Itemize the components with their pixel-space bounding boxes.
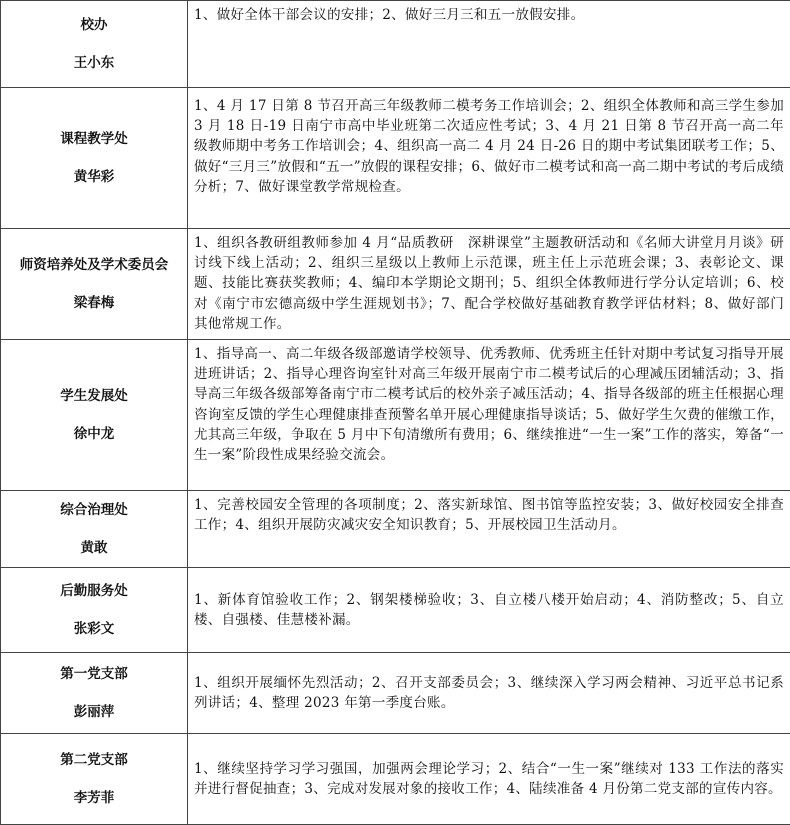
table-row — [1, 568, 790, 653]
content-cell — [188, 340, 790, 491]
content-cell — [188, 568, 790, 653]
table-row — [1, 340, 790, 491]
content-cell — [188, 88, 790, 229]
work-content: 1、4 月 17 日第 8 节召开高三年级教师二模考务工作培训会；2、组织全体教师和高三学生参加 3 月 18 日-19 日南宁市高中毕业班第二次适应性考试；3、4 月 21 日第 8 节召开高一高二年级教师期中考务工作培训会；4、组织高一高二 4 月 24 日-26 日的期中考试集团联考工作；5、做好“三月三”放假和“五一”放假的课程安排；6、做好市二模考试和高一高二期中考试的考后成绩分析；7、做好课堂教学常规检查。 — [188, 88, 790, 201]
department-name: 综合治理处 — [1, 501, 187, 519]
responsible-person: 徐中龙 — [1, 425, 187, 443]
responsible-person: 王小东 — [1, 54, 187, 72]
department-cell — [1, 653, 188, 734]
department-name: 后勤服务处 — [1, 582, 187, 600]
department-cell — [1, 340, 188, 491]
table-row — [1, 1, 790, 88]
responsible-person: 彭丽萍 — [1, 703, 187, 721]
responsible-person: 黄华彩 — [1, 168, 187, 186]
table-row — [1, 229, 790, 340]
department-cell — [1, 734, 188, 825]
department-cell — [1, 568, 188, 653]
department-name: 校办 — [1, 16, 187, 34]
department-cell — [1, 229, 188, 340]
department-name: 第一党支部 — [1, 665, 187, 683]
department-name: 学生发展处 — [1, 387, 187, 405]
work-content: 1、组织开展缅怀先烈活动；2、召开支部委员会；3、继续深入学习两会精神、习近平总书记系列讲话；4、整理 2023 年第一季度台账。 — [188, 669, 790, 717]
department-cell — [1, 1, 188, 88]
department-name: 第二党支部 — [1, 751, 187, 769]
responsible-person: 张彩文 — [1, 620, 187, 638]
department-name: 课程教学处 — [1, 130, 187, 148]
responsible-person: 黄敢 — [1, 539, 187, 557]
department-name: 师资培养处及学术委员会 — [1, 256, 187, 274]
table-row — [1, 88, 790, 229]
department-cell — [1, 491, 188, 568]
work-content: 1、组织各教研组教师参加 4 月“品质教研 深耕课堂”主题教研活动和《名师大讲堂月月谈》研讨线下线上活动；2、组织三星级以上教师上示范课，班主任上示范班会课；3、表彰论文、课题、技能比赛获奖教师；4、编印本学期论文期刊；5、组织全体教师进行学分认定培训；6、校对《南宁市宏德高级中学生涯规划书》；7、配合学校做好基础教育教学评估材料；8、做好部门其他常规工作。 — [188, 229, 790, 338]
content-cell — [188, 491, 790, 568]
table-row — [1, 491, 790, 568]
content-cell — [188, 229, 790, 340]
table-row — [1, 653, 790, 734]
work-content: 1、新体育馆验收工作；2、钢架楼梯验收；3、自立楼八楼开始启动；4、消防整改；5、自立楼、自强楼、佳慧楼补漏。 — [188, 586, 790, 634]
work-content: 1、继续坚持学习学习强国，加强两会理论学习；2、结合“一生一案”继续对 133 工作法的落实并进行督促抽查；3、完成对发展对象的接收工作；4、陆续准备 4 月份第二党支部的宣传内容。 — [188, 755, 790, 803]
work-content: 1、做好全体干部会议的安排；2、做好三月三和五一放假安排。 — [188, 1, 790, 29]
department-cell — [1, 88, 188, 229]
work-content: 1、完善校园安全管理的各项制度；2、落实新球馆、图书馆等监控安装；3、做好校园安全排查工作；4、组织开展防灾减灾安全知识教育；5、开展校园卫生活动月。 — [188, 491, 790, 539]
content-cell — [188, 734, 790, 825]
responsible-person: 梁春梅 — [1, 294, 187, 312]
work-content: 1、指导高一、高二年级各级部邀请学校领导、优秀教师、优秀班主任针对期中考试复习指导开展进班讲话；2、指导心理咨询室针对高三年级开展南宁市二模考试后的心理减压团辅活动；3、指导高三年级各级部筹备南宁市二模考试后的校外亲子减压活动；4、指导各级部的班主任根据心理咨询室反馈的学生心理健康排查预警名单开展心理健康指导谈话；5、做好学生欠费的催缴工作，尤其高三年级，争取在 5 月中下旬清缴所有费用；6、继续推进“一生一案”工作的落实，筹备“一生一案”阶段性成果经验交流会。 — [188, 340, 790, 469]
content-cell — [188, 653, 790, 734]
responsible-person: 李芳菲 — [1, 789, 187, 807]
table-row — [1, 734, 790, 825]
content-cell — [188, 1, 790, 88]
